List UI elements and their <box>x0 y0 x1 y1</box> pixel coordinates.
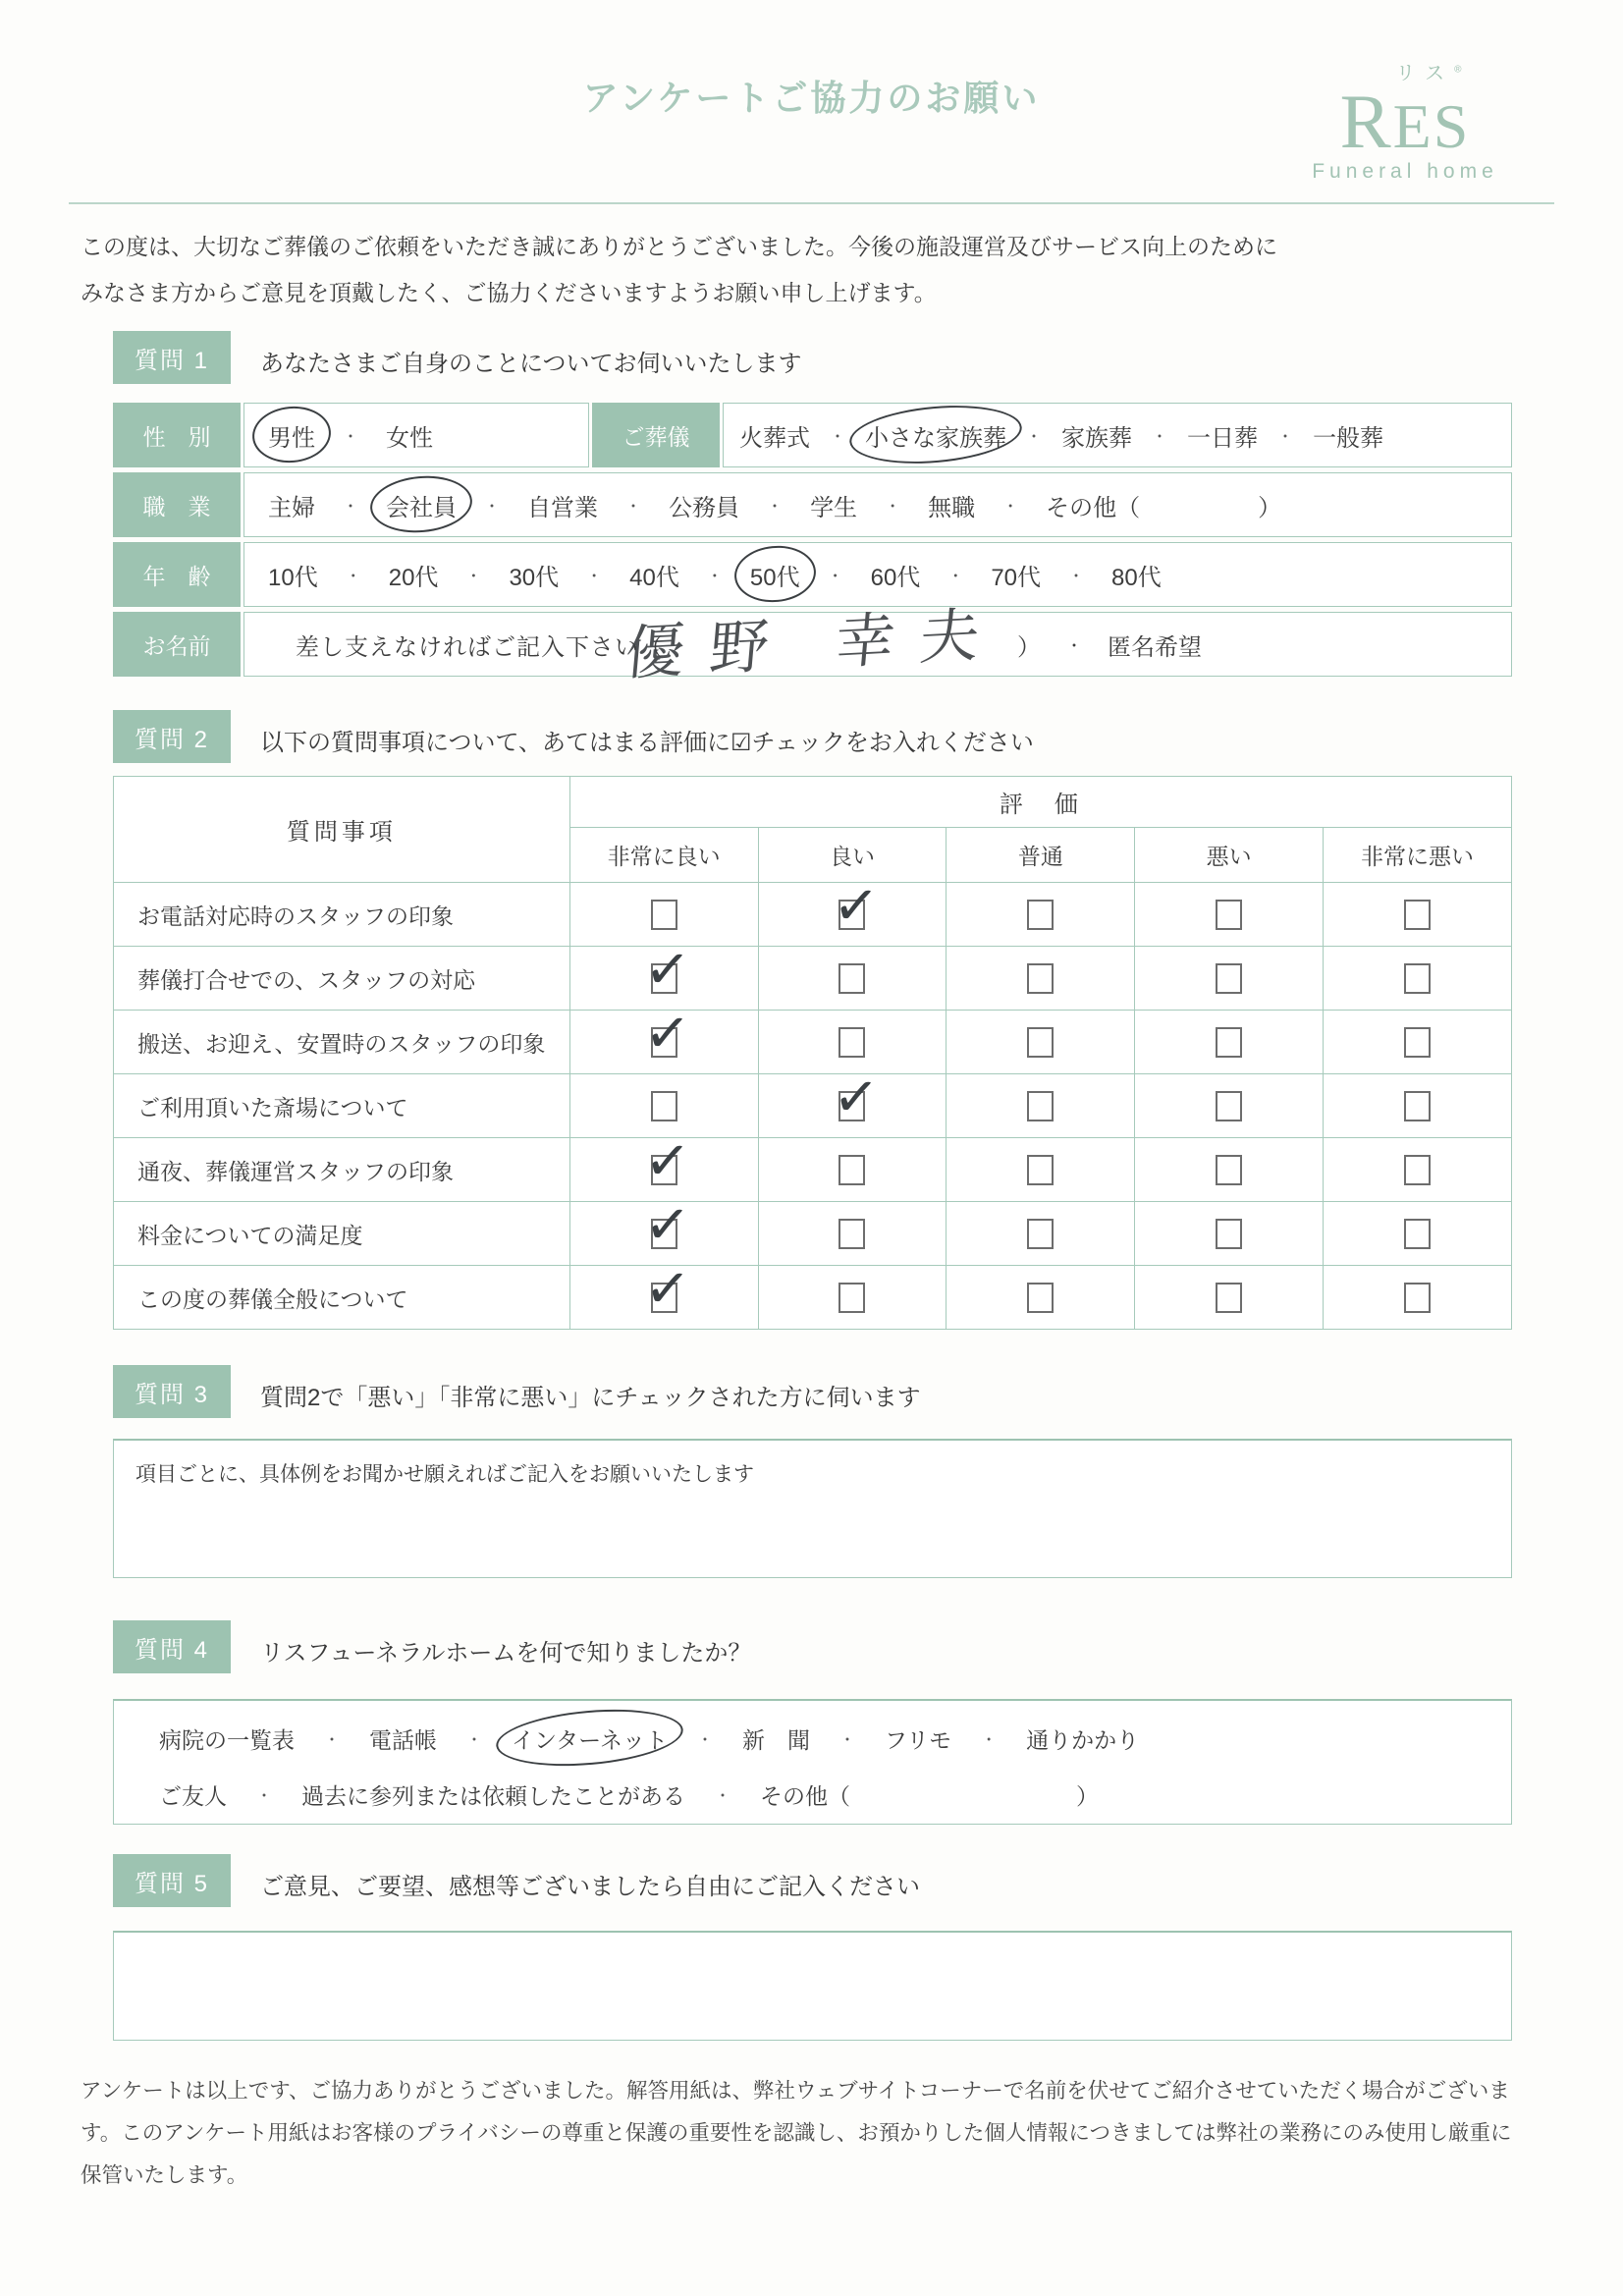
checkbox[interactable] <box>1404 1091 1431 1121</box>
question5-answer-box[interactable] <box>113 1931 1512 2041</box>
rating-row <box>114 1074 1512 1138</box>
page-title: アンケートご協力のお願い <box>582 78 1041 118</box>
rating-column-header: 非常に悪い <box>1324 828 1512 883</box>
rating-row <box>114 947 1512 1011</box>
checkbox[interactable] <box>1027 1283 1054 1313</box>
checkbox[interactable] <box>1216 963 1242 994</box>
rating-checkbox-cell[interactable] <box>1324 1074 1512 1138</box>
option-separator-dot: ・ <box>465 568 482 585</box>
option-separator-dot: ・ <box>1152 428 1168 446</box>
option-separator-dot: ・ <box>1277 428 1294 446</box>
option-separator-dot: ・ <box>586 568 603 585</box>
option[interactable]: 30代 <box>509 564 560 591</box>
rating-checkbox-cell[interactable] <box>1135 1202 1324 1266</box>
checkbox[interactable] <box>1027 1091 1054 1121</box>
rating-row <box>114 1266 1512 1330</box>
occupation-options <box>243 472 1512 537</box>
option[interactable]: 80代 <box>1111 564 1162 591</box>
question1-table <box>113 403 1512 687</box>
footer-note: アンケートは以上です、ご協力ありがとうございました。解答用紙は、弊社ウェブサイトコーナーで名前を伏せてご紹介させていただく場合がございます。このアンケート用紙はお客様のプライバシーの尊重と保護の重要性を認識し、お預かりした個人情報につきましては弊社の業務にのみ使用し厳重に保管いたします。 <box>81 2079 1512 2187</box>
rating-checkbox-cell[interactable] <box>569 1074 758 1138</box>
option-separator-dot: ・ <box>1068 568 1085 585</box>
rating-row <box>114 1202 1512 1266</box>
checkbox[interactable] <box>1404 1027 1431 1058</box>
rating-checkbox-cell[interactable] <box>758 872 947 947</box>
rating-checkbox-cell[interactable] <box>758 1266 947 1330</box>
question4-options-line2 <box>114 1778 1511 1811</box>
option-circled[interactable]: 小さな家族葬 <box>865 418 1006 453</box>
checkbox[interactable] <box>651 963 677 994</box>
checkbox[interactable] <box>1216 1027 1242 1058</box>
option-circled[interactable]: インターネット <box>512 1722 668 1755</box>
funeral-type-options <box>723 403 1512 467</box>
option[interactable]: 公務員 <box>669 494 740 521</box>
checkbox[interactable] <box>1027 1155 1054 1185</box>
handwritten-check-mark: ✓ <box>642 1000 693 1067</box>
handwritten-name: 優野 幸夫 <box>622 600 1007 687</box>
checkbox[interactable] <box>839 1219 865 1249</box>
name-row <box>113 600 1512 687</box>
option[interactable]: 電話帳 <box>369 1727 438 1753</box>
rating-checkbox-cell[interactable] <box>1324 1202 1512 1266</box>
rating-column-header: 普通 <box>947 828 1135 883</box>
option[interactable]: 一日葬 <box>1187 424 1259 452</box>
question1-title: あなたさまご自身のことについてお伺いいたします <box>260 351 802 377</box>
rating-item-label: 葬儀打合せでの、スタッフの対応 <box>114 947 570 1011</box>
age-label: 年 齢 <box>113 542 241 607</box>
rating-column-header: 非常に良い <box>569 828 758 883</box>
option-separator-dot: ・ <box>767 498 784 516</box>
rating-checkbox-cell[interactable] <box>1135 1074 1324 1138</box>
checkbox[interactable] <box>839 1283 865 1313</box>
checkbox[interactable] <box>651 900 677 930</box>
option-separator-dot: ・ <box>1026 428 1043 446</box>
question3-title: 質問2で「悪い」「非常に悪い」にチェックされた方に伺います <box>260 1385 921 1411</box>
option-separator-dot: ・ <box>484 498 501 516</box>
option-separator-dot: ・ <box>947 568 964 585</box>
option-separator-dot: ・ <box>981 1732 998 1749</box>
option-separator-dot: ・ <box>466 1732 483 1749</box>
rating-checkbox-cell[interactable] <box>758 1064 947 1138</box>
checkbox[interactable] <box>839 963 865 994</box>
checkbox[interactable] <box>1216 1219 1242 1249</box>
option-separator-dot: ・ <box>1002 498 1019 516</box>
question3-hint: 項目ごとに、具体例をお聞かせ願えればご記入をお願いいたします <box>135 1463 754 1486</box>
rating-checkbox-cell[interactable] <box>947 1202 1135 1266</box>
checkbox[interactable] <box>1027 1219 1054 1249</box>
rating-item-label: ご利用頂いた斎場について <box>114 1074 570 1138</box>
logo-subtitle: Funeral home <box>1312 160 1498 184</box>
rating-checkbox-cell[interactable] <box>569 1127 758 1202</box>
rating-checkbox-cell[interactable] <box>1324 883 1512 947</box>
rating-checkbox-cell[interactable] <box>569 883 758 947</box>
handwritten-check-mark: ✓ <box>642 1255 693 1323</box>
checkbox[interactable] <box>651 1027 677 1058</box>
name-prompt: 差し支えなければご記入下さい（ <box>296 633 664 661</box>
handwritten-check-mark: ✓ <box>642 1191 693 1259</box>
option[interactable]: 火葬式 <box>739 424 810 452</box>
option[interactable]: その他（ ） <box>760 1783 1100 1809</box>
rating-checkbox-cell[interactable] <box>947 1138 1135 1202</box>
rating-checkbox-cell[interactable] <box>1135 1266 1324 1330</box>
option-separator-dot: ・ <box>345 568 361 585</box>
option[interactable]: 40代 <box>629 564 679 591</box>
rating-checkbox-cell[interactable] <box>1324 1138 1512 1202</box>
rating-checkbox-cell[interactable] <box>569 1255 758 1330</box>
rating-item-label: 搬送、お迎え、安置時のスタッフの印象 <box>114 1011 570 1074</box>
name-close-paren: ） <box>1017 633 1041 661</box>
option[interactable]: 無職 <box>928 494 976 521</box>
question4-chip: 質問 4 <box>113 1620 231 1673</box>
option-separator-dot: ・ <box>256 1788 273 1805</box>
rating-item-label: 料金についての満足度 <box>114 1202 570 1266</box>
checkbox[interactable] <box>651 1155 677 1185</box>
res-funeral-home-logo <box>1277 57 1533 184</box>
option[interactable]: 一般葬 <box>1313 424 1384 452</box>
checkbox[interactable] <box>1216 1155 1242 1185</box>
rating-checkbox-cell[interactable] <box>1135 1011 1324 1074</box>
name-field[interactable] <box>243 600 1512 687</box>
option-separator-dot: ・ <box>827 568 843 585</box>
option[interactable]: 家族葬 <box>1061 424 1133 452</box>
option-separator-dot: ・ <box>324 1732 341 1749</box>
rating-row <box>114 1011 1512 1074</box>
intro-line-2: みなさま方からご意見を頂戴したく、ご協力くださいますようお願い申し上げます。 <box>81 280 937 306</box>
checkbox[interactable] <box>1404 900 1431 930</box>
option[interactable]: ご友人 <box>159 1783 227 1809</box>
rating-checkbox-cell[interactable] <box>947 1074 1135 1138</box>
checkbox[interactable] <box>839 900 865 930</box>
question5-title: ご意見、ご要望、感想等ございましたら自由にご記入ください <box>260 1874 920 1900</box>
rating-checkbox-cell[interactable] <box>1324 1011 1512 1074</box>
option[interactable]: 女性 <box>386 424 434 452</box>
option-circled[interactable]: 50代 <box>750 558 800 592</box>
option[interactable]: 主婦 <box>268 494 315 521</box>
option-separator-dot: ・ <box>625 498 642 516</box>
funeral-type-label: ご葬儀 <box>592 403 720 467</box>
rating-checkbox-cell[interactable] <box>1135 883 1324 947</box>
intro-line-1: この度は、大切なご葬儀のご依頼をいただき誠にありがとうございました。今後の施設運営及びサービス向上のために <box>81 234 1277 259</box>
option[interactable]: 20代 <box>388 564 439 591</box>
checkbox[interactable] <box>1027 900 1054 930</box>
option[interactable]: 70代 <box>991 564 1042 591</box>
rating-checkbox-cell[interactable] <box>1324 1266 1512 1330</box>
rating-item-label: 通夜、葬儀運営スタッフの印象 <box>114 1138 570 1202</box>
occupation-label: 職 業 <box>113 472 241 537</box>
question4-options-line1 <box>114 1722 1511 1755</box>
rating-checkbox-cell[interactable] <box>1135 947 1324 1011</box>
option[interactable]: 通りかかり <box>1026 1727 1140 1753</box>
rating-checkbox-cell[interactable] <box>758 947 947 1011</box>
handwritten-check-mark: ✓ <box>642 936 693 1004</box>
rating-checkbox-cell[interactable] <box>1135 1138 1324 1202</box>
question3-chip: 質問 3 <box>113 1365 231 1418</box>
question4-title: リスフューネラルホームを何で知りましたか？ <box>260 1640 752 1667</box>
checkbox[interactable] <box>1027 963 1054 994</box>
handwritten-check-mark: ✓ <box>642 1127 693 1195</box>
rating-checkbox-cell[interactable] <box>569 936 758 1011</box>
checkbox[interactable] <box>1216 1283 1242 1313</box>
name-separator-dot: ・ <box>1066 637 1083 655</box>
rating-checkbox-cell[interactable] <box>947 1266 1135 1330</box>
gender-options <box>243 403 589 467</box>
checkbox[interactable] <box>651 1283 677 1313</box>
question1-chip: 質問 1 <box>113 331 231 384</box>
checkbox[interactable] <box>1404 1283 1431 1313</box>
checkbox[interactable] <box>651 1091 677 1121</box>
option[interactable]: 病院の一覧表 <box>159 1727 295 1753</box>
checkbox[interactable] <box>1216 900 1242 930</box>
anonymous-option[interactable]: 匿名希望 <box>1108 633 1203 661</box>
header-divider <box>69 202 1554 204</box>
checkbox[interactable] <box>839 1155 865 1185</box>
question5-chip: 質問 5 <box>113 1854 231 1907</box>
occupation-row <box>113 472 1512 537</box>
option-separator-dot: ・ <box>715 1788 731 1805</box>
question3-answer-box[interactable] <box>113 1439 1512 1578</box>
rating-column-header: 良い <box>758 828 947 883</box>
rating-checkbox-cell[interactable] <box>569 1191 758 1266</box>
rating-checkbox-cell[interactable] <box>1324 947 1512 1011</box>
rating-item-header: 質問事項 <box>114 777 570 883</box>
checkbox[interactable] <box>839 1027 865 1058</box>
checkbox[interactable] <box>1404 963 1431 994</box>
rating-table <box>113 776 1512 1330</box>
option-separator-dot: ・ <box>343 498 359 516</box>
rating-checkbox-cell[interactable] <box>758 1138 947 1202</box>
checkbox[interactable] <box>651 1219 677 1249</box>
question2-title: 以下の質問事項について、あてはまる評価に☑チェックをお入れください <box>260 730 1034 756</box>
checkbox[interactable] <box>839 1091 865 1121</box>
option-separator-dot: ・ <box>706 568 723 585</box>
option-circled[interactable]: 男性 <box>268 418 315 453</box>
option[interactable]: 新 聞 <box>741 1727 810 1753</box>
option[interactable]: 自営業 <box>527 494 599 521</box>
option-separator-dot: ・ <box>839 1732 855 1749</box>
rating-column-header: 悪い <box>1135 828 1324 883</box>
gender-label: 性 別 <box>113 403 241 467</box>
rating-item-label: この度の葬儀全般について <box>114 1266 570 1330</box>
handwritten-check-mark: ✓ <box>831 1064 882 1131</box>
rating-row <box>114 883 1512 947</box>
rating-header: 評 価 <box>569 777 1511 828</box>
option[interactable]: 60代 <box>870 564 921 591</box>
checkbox[interactable] <box>1027 1027 1054 1058</box>
rating-row <box>114 1138 1512 1202</box>
option[interactable]: 10代 <box>268 564 318 591</box>
checkbox[interactable] <box>1404 1155 1431 1185</box>
rating-checkbox-cell[interactable] <box>569 1000 758 1074</box>
option-separator-dot: ・ <box>830 428 846 446</box>
gender-funeral-row <box>113 403 1512 467</box>
logo-kana-label: リス® <box>1395 63 1472 84</box>
rating-checkbox-cell[interactable] <box>758 1011 947 1074</box>
rating-item-label: お電話対応時のスタッフの印象 <box>114 883 570 947</box>
question2-chip: 質問 2 <box>113 710 231 763</box>
logo-wordmark: RES <box>1339 79 1471 164</box>
option-separator-dot: ・ <box>885 498 901 516</box>
option-separator-dot: ・ <box>696 1732 713 1749</box>
option[interactable]: 学生 <box>810 494 858 521</box>
name-label: お名前 <box>113 612 241 677</box>
checkbox[interactable] <box>1216 1091 1242 1121</box>
rating-checkbox-cell[interactable] <box>947 947 1135 1011</box>
handwritten-check-mark: ✓ <box>831 872 882 940</box>
option[interactable]: その他（ ） <box>1046 494 1282 521</box>
checkbox[interactable] <box>1404 1219 1431 1249</box>
rating-checkbox-cell[interactable] <box>947 1011 1135 1074</box>
rating-checkbox-cell[interactable] <box>758 1202 947 1266</box>
intro-paragraph <box>81 224 1534 316</box>
option[interactable]: 過去に参列または依頼したことがある <box>301 1783 686 1809</box>
option-separator-dot: ・ <box>343 428 359 446</box>
option-circled[interactable]: 会社員 <box>386 488 457 522</box>
question4-options-box <box>113 1699 1512 1825</box>
option[interactable]: フリモ <box>885 1727 952 1753</box>
rating-checkbox-cell[interactable] <box>947 883 1135 947</box>
